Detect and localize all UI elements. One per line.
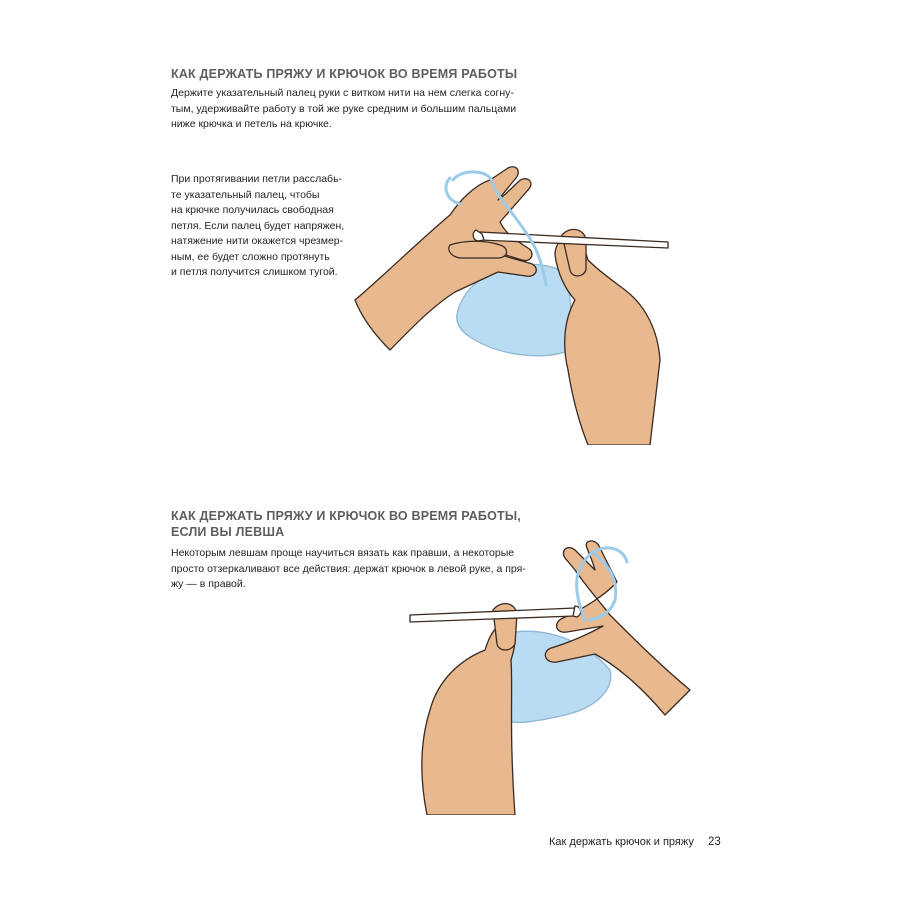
section1-caption [171, 172, 344, 281]
section1-heading [171, 66, 517, 82]
section1-paragraph-line: Держите указательный палец руки с витком нити на нем слегка согну- [171, 87, 514, 99]
section2-heading [171, 508, 521, 540]
left-thumb [449, 241, 507, 258]
page-number: 23 [708, 836, 721, 848]
caption-line: натяжение нити окажется чрезмер- [171, 235, 344, 247]
caption-line: и петля получится слишком тугой. [171, 266, 338, 278]
section1-paragraph [171, 86, 516, 133]
running-footer-title: Как держать крючок и пряжу [549, 836, 694, 848]
section2-heading-line: КАК ДЕРЖАТЬ ПРЯЖУ И КРЮЧОК ВО ВРЕМЯ РАБОТЫ, [171, 509, 521, 523]
section2-paragraph-line: просто отзеркаливают все действия: держат крючок в левой руке, а пря- [171, 562, 526, 575]
caption-line: те указательный палец, чтобы [171, 188, 320, 201]
section2-paragraph-line: Некоторым левшам проще научиться вязать как правши, а некоторые [171, 547, 515, 559]
yarn-loop [446, 178, 460, 204]
caption-line: При протягивании петли расслабь- [171, 173, 343, 185]
left-hand [422, 623, 515, 815]
section1-paragraph-line: тым, удерживайте работу в той же руке средним и большим пальцами [171, 102, 517, 115]
section1-heading-text: КАК ДЕРЖАТЬ ПРЯЖУ И КРЮЧОК ВО ВРЕМЯ РАБОТЫ [171, 67, 518, 81]
section2-heading-line: ЕСЛИ ВЫ ЛЕВША [171, 525, 285, 539]
left-hand-crochet-illustration [405, 540, 695, 815]
caption-line: петля. Если палец будет напряжен, [171, 219, 345, 232]
caption-line: ным, ее будет сложно протянуть [171, 250, 330, 263]
right-hand-crochet-illustration [350, 160, 680, 445]
caption-line: на крючке получилась свободная [171, 204, 334, 216]
section1-paragraph-line: ниже крючка и петель на крючке. [171, 118, 332, 130]
section2-paragraph-line: жу — в правой. [171, 578, 246, 590]
